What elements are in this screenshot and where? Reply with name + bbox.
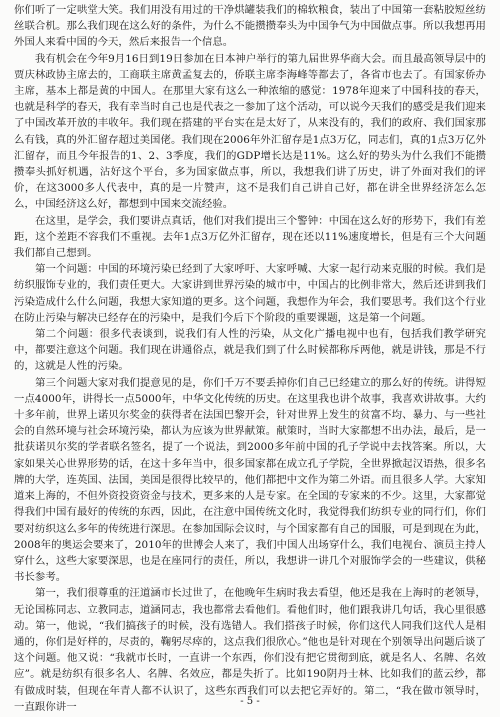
paragraph: 第二个问题：很多代表谈到，说我们有人性的污染，从文化广播电视中也有，包括我们教学研究中，都要注意这个问题。我们现在讲通俗点，就是我们到了什么时候都称斥两他，就是讲钱，那是不行的，这就是人性的污染。 — [14, 328, 486, 373]
page-number: - 5 - — [240, 696, 260, 707]
paragraph: 第三个问题大家对我们提意见的是，你们千万不要丢掉你们自己已经建立的那么好的传统。讲得短一点4000年，讲得长一点5000年，中华文化传统的历史。在这里我也讲个故事，我喜欢讲故事。大约十多年前，世界上诺贝尔奖金的获得者在法国巴黎开会，针对世界上发生的贫富不均、暴力、与一些社会的自然环境与社会环境污染，都认为应该为世界献策。献策时，当时大家都想不出办法，最后，是一批获诺贝尔奖的学者联名签名，提了一个说法，到2000多年前中国的孔子学说中去找答案。所以，大家如果关心世界形势的话，在这十多年当中，很多国家都在成立孔子学院，全世界掀起汉语热，很多名牌的大学，连英国、法国，美国是很得比较早的，他们都把中文作为第二外语。而且很多人学。大家知道来上海的，不但外资投资资金与技术，更多来的人是专家。在全国的专家来的不少。这里，大家都觉得我们中国有最好的传统的东西，因此，在注意中国传统文化时，我觉得我们纺织专业的同行们，你们要对纺织这么多年的传统进行深思。在参加国际会议时，与个国家都有自己的国服，可是到现在为此，2008年的奥运会要来了，2010年的世博会人来了，我们中国人出场穿什么，我们电视台、演员主持人穿什么，这些大家要深思，也是在座同行的责任，所以，我想讲一讲几个对服饰学会的一些建议，供秘书长参考。 — [14, 376, 486, 584]
paragraph: 第一，我们很尊重的汪道涵市长过世了，在他晚年生病时我去看望，他还是我在上海时的老领导，无论国栋同志、立教同志，道涵同志，我也都常去看他们。看他们时，他们跟我讲几句话，我心里很感动。第一，他说，“我们搞孩子的时候，没有选错人。我们搭孩子时候，你们这代人同我们这代人是相通的，你们是好样的，尽责的，鞠躬尽瘁的，这点我们很欣心。”他也是针对现在个别领导出问题后谈了这个问题。他又说：“我就市长时，一直讲一个东西，你们没有把它贯彻到底，就是名人、名牌、名效应”。就是纺织有很多名人、名牌、名效应，都是失折了。比如190阴丹士林、比如我们的蓝云纱，都有做成时装，但现在年青人都不认识了，这些东西我们可以去把它弄好的。第二，“我在做市领导时，一直跟你讲一 — [14, 587, 486, 713]
paragraph: 我有机会在今年9月16日到19日参加在日本神户举行的第九届世界华商大会。而且最高领导层中的贾庆林政协主席去的，工商联主席黄孟复去的，侨联主席李海峰等都去了，各省市也去了。有国家侨办主席，基本上都是黄的中国人。在那里大家有这么一种浓缩的感觉：1978年迎来了中国科技的春天，也就是科学的春天，我有幸当时自己也是代表之一参加了这个活动，可以说今天我们的感受是我们迎来了中国改革开放的丰收年。我们现在搭建的平台实在是太好了，从来没有的，我们的政府、我们国家那么有钱，真的外汇留存超过美国佬。我们现在2006年外汇留存是1点3万亿，同志们，真的1点3万亿外汇留存，而且今年报告的1、2、3季度，我们的GDP增长达是11%。这么好的势头为什么我们不能攒攒奉头抓好机遇，沾好这个平台，多为国家做点事，所以，我想我们讲了历史，讲了外面对我们的评价，在这3000多人代表中，真的是一片赞声，这不是我们自己讲自己好，都在讲全世界经济怎么怎么，中国经济这么好，都想到中国来交流经验。 — [14, 52, 486, 211]
paragraph: 你们听了一定哄堂大笑。我们用没有用过的干净烘罐装我们的棉软粮食，装出了中国第一套粘胶短丝纺丝联合机。那么我们现在这么好的条件，为什么不能攒攒奉头为中国争气为中国做点事。所以我想再用外国人来看中国的今天，然后来报告一个信息。 — [14, 4, 486, 49]
paragraph: 在这里，是学会，我们要讲点真话，他们对我们提出三个警钟：中国在这么好的形势下，我们有差距，这个差距不容我们不重视。去年1点3万亿外汇留存，现在还以11%速度增长，但是有三个大问题我们都自己想到。 — [14, 214, 486, 260]
paragraph: 第一个问题：中国的环境污染已经到了大家呼吁、大家呼喊、大家一起行动来克服的时候。我们是纺织服饰专业的，我们责任更大。大家讲到世界污染的城市中，中国占的比例非常大，然后还讲到我们污染造成什么什么问题，我想大家知道的更多。这个问题，我想作为年会，我们要思考。我们这个行业在防止污染与解决已经存在的污染中，是我们今后下个阶段的重要课题，这是第一个问题。 — [14, 263, 486, 324]
body-text — [14, 2, 486, 715]
